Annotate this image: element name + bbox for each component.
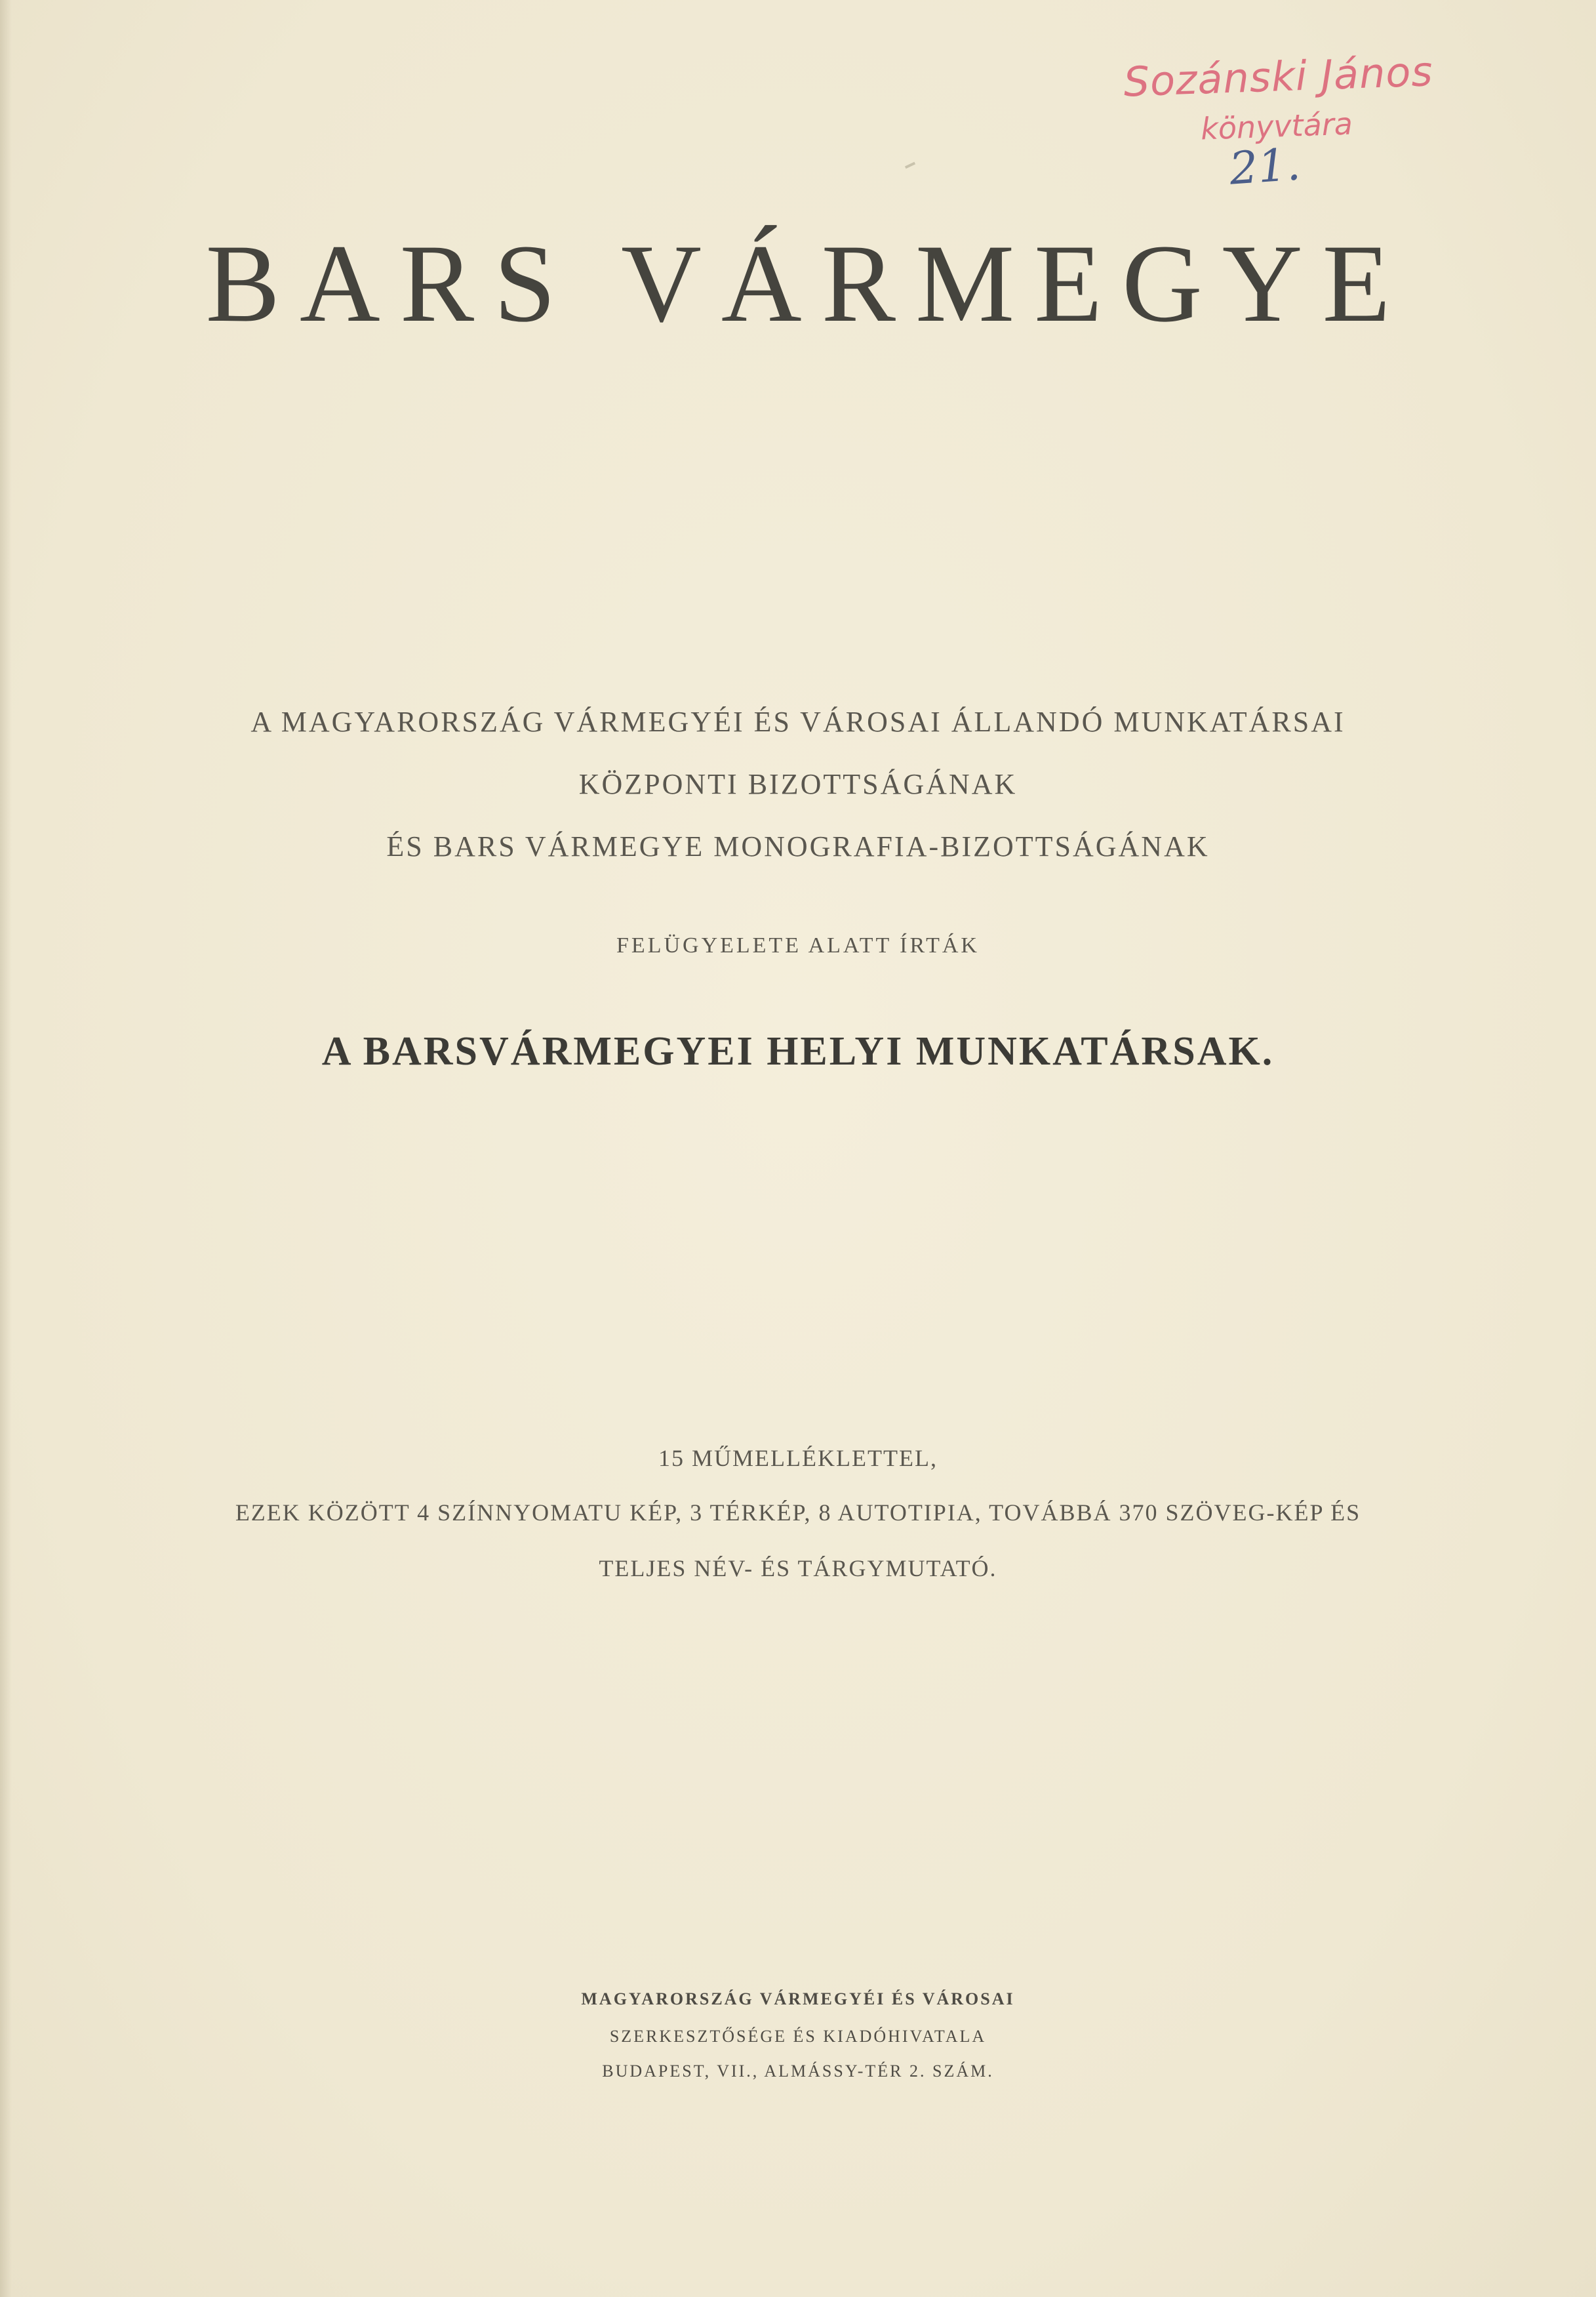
plates-line-1: 15 MŰMELLÉKLETTEL, xyxy=(658,1445,938,1471)
subtitle-line-3: ÉS BARS VÁRMEGYE MONOGRAFIA-BIZOTTSÁGÁNAK xyxy=(386,830,1210,863)
paper-speck xyxy=(905,162,915,169)
handwritten-shelf-number: 21. xyxy=(1227,138,1302,195)
publisher-line-1: MAGYARORSZÁG VÁRMEGYÉI ÉS VÁROSAI xyxy=(581,1989,1015,2008)
stamp-owner-name: Sozánski János xyxy=(1123,47,1434,106)
subtitle-line-2: KÖZPONTI BIZOTTSÁGÁNAK xyxy=(578,768,1018,800)
plates-line-3: TELJES NÉV- ÉS TÁRGYMUTATÓ. xyxy=(599,1555,997,1581)
stamp-library-label: könyvtára xyxy=(1200,106,1353,147)
subtitle-line-1: A MAGYARORSZÁG VÁRMEGYÉI ÉS VÁROSAI ÁLLANDÓ MUNKATÁRSAI xyxy=(250,706,1346,738)
book-title: BARS VÁRMEGYE xyxy=(205,222,1410,345)
publisher-line-3: BUDAPEST, VII., ALMÁSSY-TÉR 2. SZÁM. xyxy=(602,2062,994,2081)
authors-line: A BARSVÁRMEGYEI HELYI MUNKATÁRSAK. xyxy=(321,1029,1275,1074)
publisher-line-2: SZERKESZTŐSÉGE ÉS KIADÓHIVATALA xyxy=(609,2027,987,2046)
plates-line-2: EZEK KÖZÖTT 4 SZÍNNYOMATU KÉP, 3 TÉRKÉP, 8 AUTOTIPIA, TOVÁBBÁ 370 SZÖVEG-KÉP ÉS xyxy=(235,1499,1361,1526)
overseen-line: FELÜGYELETE ALATT ÍRTÁK xyxy=(616,933,980,958)
